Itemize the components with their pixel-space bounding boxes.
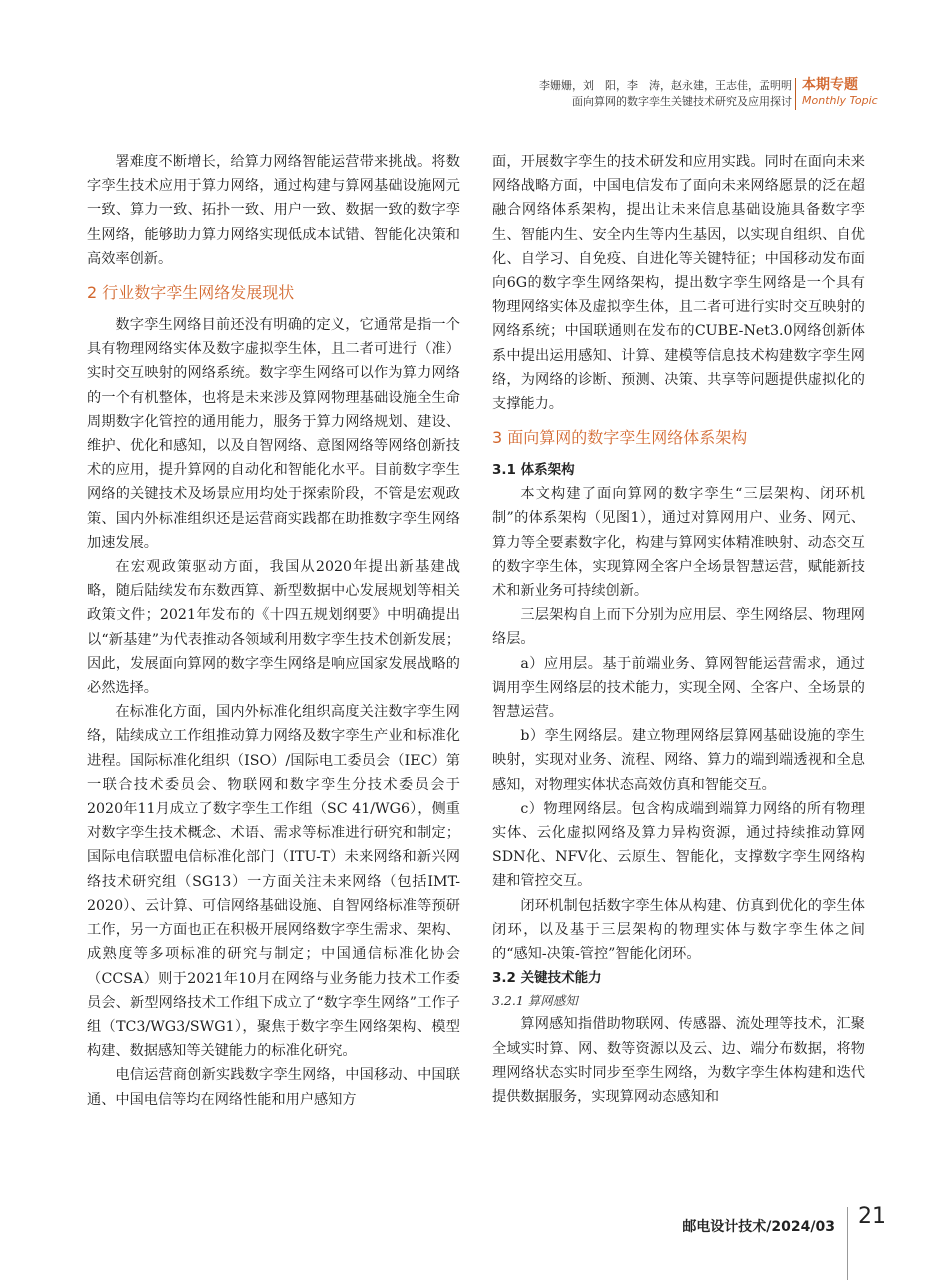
paragraph-continued: 面，开展数字孪生的技术研发和应用实践。同时在面向未来网络战略方面，中国电信发布了面向未来网络愿景的泛在超融合网络体系架构，提出让未来信息基础设施具备数字孪生、智能内生、安全内生等内生基因，以实现自组织、自优化、自学习、自免疫、自进化等关键特征；中国移动发布面向6G的数字孪生网络架构，提出数字孪生网络是一个具有物理网络实体及虚拟孪生体，且二者可进行实时交互映射的网络系统；中国联通则在发布的CUBE-Net3.0网络创新体系中提出运用感知、计算、建模等信息技术构建数字孪生网络，为网络的诊断、预测、决策、共享等问题提供虚拟化的支撑能力。 [492, 154, 865, 413]
paragraph: 三层架构自上而下分别为应用层、孪生网络层、物理网络层。 [492, 607, 865, 648]
topic-en: Monthly Topic [802, 94, 878, 107]
header-article-title: 面向算网的数字孪生关键技术研究及应用探讨 [572, 95, 792, 108]
header-divider [795, 78, 796, 110]
paragraph: 在宏观政策驱动方面，我国从2020年提出新基建战略，随后陆续发布东数西算、新型数据中心发展规划等相关政策文件；2021年发布的《十四五规划纲要》中明确提出以“新基建”为代表推动各领域利用数字孪生技术创新发展；因此，发展面向算网的数字孪生网络是响应国家发展战略的必然选择。 [87, 559, 460, 697]
page-number: 21 [858, 1204, 886, 1229]
section-2-heading: 2 行业数字孪生网络发展现状 [87, 283, 295, 303]
topic-label [802, 76, 878, 108]
paragraph: 本文构建了面向算网的数字孪生“三层架构、闭环机制”的体系架构（见图1），通过对算网用户、业务、网元、算力等全要素数字化，构建与算网实体精准映射、动态交互的数字孪生体，实现算网全客户全场景智慧运营，赋能新技术和新业务可持续创新。 [492, 486, 865, 600]
paragraph: 数字孪生网络目前还没有明确的定义，它通常是指一个具有物理网络实体及数字虚拟孪生体，且二者可进行（准）实时交互映射的网络系统。数字孪生网络可以作为算力网络的一个有机整体，也将是未来涉及算网物理基础设施全生命周期数字化管控的通用能力，服务于算力网络规划、建设、维护、优化和感知，以及自智网络、意图网络等网络创新技术的应用，提升算网的自动化和智能化水平。目前数字孪生网络的关键技术及场景应用均处于探索阶段，不管是宏观政策、国内外标准组织还是运营商实践都在助推数字孪生网络加速发展。 [87, 317, 460, 551]
paragraph-intro: 署难度不断增长，给算力网络智能运营带来挑战。将数字孪生技术应用于算力网络，通过构建与算网基础设施网元一致、算力一致、拓扑一致、用户一致、数据一致的数字孪生网络，能够助力算力网络实现低成本试错、智能化决策和高效率创新。 [87, 154, 460, 267]
left-column [87, 150, 460, 1112]
running-header [539, 78, 792, 110]
paragraph: 闭环机制包括数字孪生体从构建、仿真到优化的孪生体闭环，以及基于三层架构的物理实体与数字孪生体之间的“感知-决策-管控”智能化闭环。 [492, 897, 865, 963]
subsection-3-2-heading: 3.2 关键技术能力 [492, 970, 602, 987]
paragraph: 在标准化方面，国内外标准化组织高度关注数字孪生网络，陆续成立工作组推动算力网络及数字孪生产业和标准化进程。国际标准化组织（ISO）/国际电工委员会（IEC）第一联合技术委员会、物联网和数字孪生分技术委员会于2020年11月成立了数字孪生工作组（SC 41/WG6），侧重对数字孪生技术概念、术语、需求等标准进行研究和制定；国际电信联盟电信标准化部门（ITU-T）未来网络和新兴网络技术研究组（SG13）一方面关注未来网络（包括IMT-2020）、云计算、可信网络基础设施、自智网络标准等预研工作，另一方面也正在积极开展网络数字孪生需求、架构、成熟度等多项标准的研究与制定；中国通信标准化协会（CCSA）则于2021年10月在网络与业务能力技术工作委员会、新型网络技术工作组下成立了“数字孪生网络”工作子组（TC3/WG3/SWG1），聚焦于数字孪生网络架构、模型构建、数据感知等关键能力的标准化研究。 [87, 704, 460, 1060]
paragraph-item-b: b）孪生网络层。建立物理网络层算网基础设施的孪生映射，实现对业务、流程、网络、算力的端到端透视和全息感知，对物理实体状态高效仿真和智能交互。 [492, 728, 865, 793]
subsection-3-1-heading: 3.1 体系架构 [492, 462, 575, 479]
footer-divider [847, 1207, 848, 1280]
paragraph: 算网感知指借助物联网、传感器、流处理等技术，汇聚全域实时算、网、数等资源以及云、边、端分布数据，将物理网络状态实时同步至孪生网络，为数字孪生体构建和迭代提供数据服务，实现算网动态感知和 [492, 1016, 865, 1105]
paragraph-item-a: a）应用层。基于前端业务、算网智能运营需求，通过调用孪生网络层的技术能力，实现全网、全客户、全场景的智慧运营。 [492, 655, 865, 721]
paragraph-item-c: c）物理网络层。包含构成端到端算力网络的所有物理实体、云化虚拟网络及算力异构资源，通过持续推动算网SDN化、NFV化、云原生、智能化，支撑数字孪生网络构建和管控交互。 [492, 800, 865, 890]
subsection-3-2-1-heading: 3.2.1 算网感知 [492, 993, 578, 1009]
right-column [492, 150, 865, 1109]
header-authors: 李姗姗，刘 阳，李 涛，赵永建，王志佳，孟明明 [539, 79, 792, 92]
paragraph: 电信运营商创新实践数字孪生网络，中国移动、中国联通、中国电信等均在网络性能和用户感知方 [87, 1067, 460, 1108]
section-3-heading: 3 面向算网的数字孪生网络体系架构 [492, 428, 748, 448]
footer-journal: 邮电设计技术/2024/03 [682, 1219, 835, 1235]
topic-cn: 本期专题 [802, 77, 858, 93]
